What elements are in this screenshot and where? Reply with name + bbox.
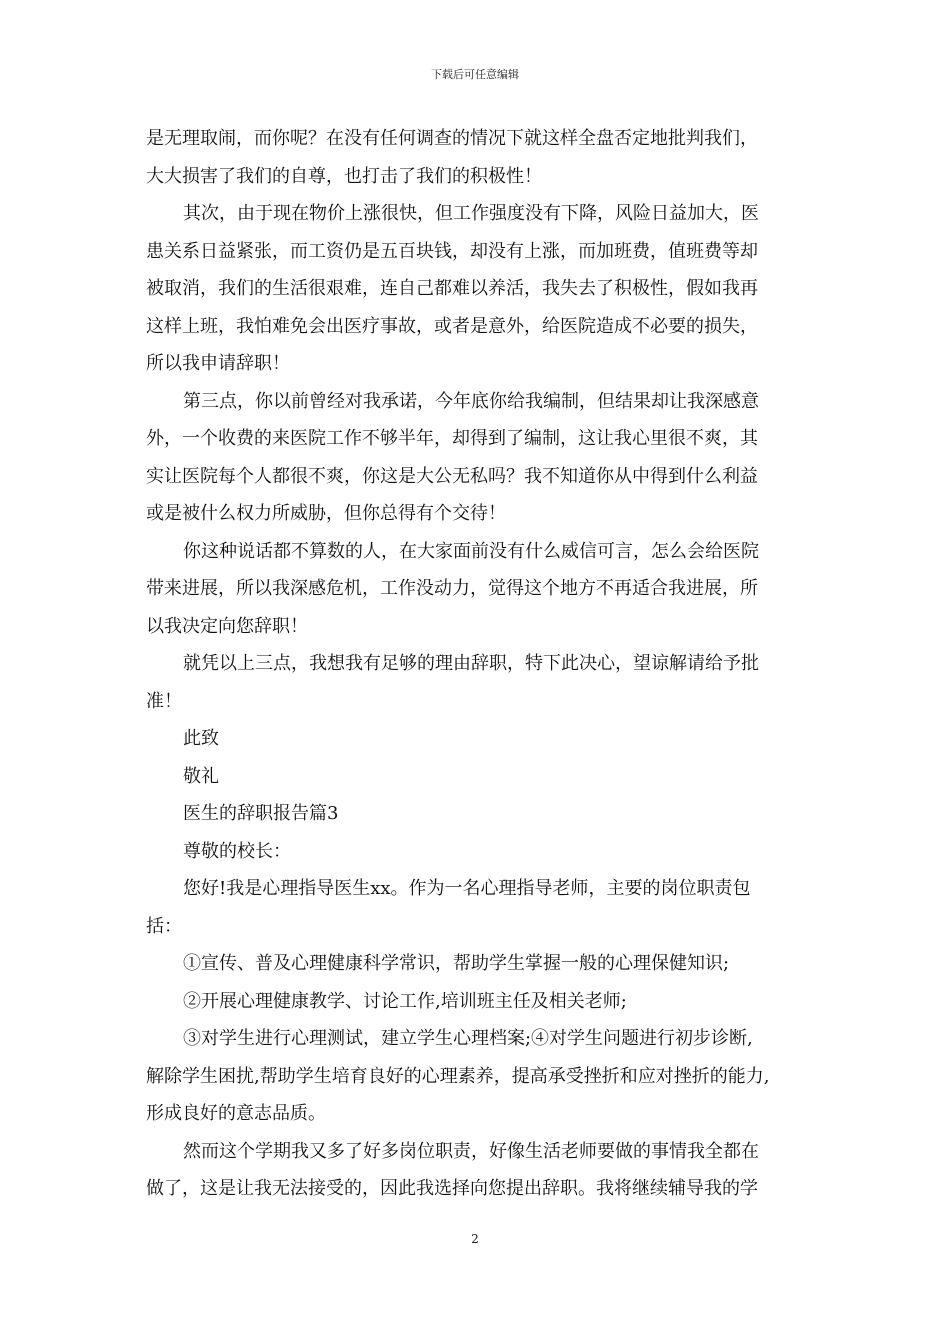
text-line: 您好!我是心理指导医生xx。作为一名心理指导老师，主要的岗位职责包 (183, 878, 751, 899)
text-line: 其次，由于现在物价上涨很快，但工作强度没有下降，风险日益加大，医 (183, 203, 759, 224)
text-line: 大大损害了我们的自尊，也打击了我们的积极性！ (146, 165, 542, 187)
text-line: 以我决定向您辞职！ (146, 615, 308, 637)
text-line: ②开展心理健康教学、讨论工作,培训班主任及相关老师; (183, 990, 627, 1012)
page-header: 下载后可任意编辑 (431, 68, 519, 81)
text-line: 医生的辞职报告篇3 (183, 803, 339, 824)
text-line: 被取消，我们的生活很艰难，连自己都难以养活，我失去了积极性，假如我再 (146, 278, 758, 299)
text-line: 患关系日益紧张，而工资仍是五百块钱，却没有上涨，而加班费，值班费等却 (146, 240, 758, 262)
document-body (146, 120, 812, 1208)
text-line: 括： (146, 915, 182, 937)
text-line: 第三点，你以前曾经对我承诺，今年底你给我编制，但结果却让我深感意 (183, 390, 759, 412)
text-line: ③对学生进行心理测试，建立学生心理档案;④对学生问题进行初步诊断, (183, 1028, 753, 1049)
text-line: 带来进展，所以我深感危机，工作没动力，觉得这个地方不再适合我进展，所 (146, 578, 758, 599)
page-number: 2 (471, 1232, 479, 1246)
text-line: 外，一个收费的来医院工作不够半年，却得到了编制，这让我心里很不爽，其 (146, 428, 758, 449)
text-line: 然而这个学期我又多了好多岗位职责，好像生活老师要做的事情我全都在 (183, 1140, 759, 1162)
text-line: 所以我申请辞职！ (146, 353, 290, 374)
text-line: 或是被什么权力所威胁，但你总得有个交待！ (146, 503, 506, 524)
text-line: 你这种说话都不算数的人，在大家面前没有什么威信可言，怎么会给医院 (183, 540, 759, 562)
text-line: ①宣传、普及心理健康科学常识，帮助学生掌握一般的心理保健知识; (183, 953, 730, 974)
text-line: 实让医院每个人都很不爽，你这是大公无私吗？我不知道你从中得到什么利益 (146, 465, 758, 487)
text-line: 准！ (146, 690, 182, 712)
text-line: 敬礼 (183, 765, 219, 787)
text-line: 此致 (183, 728, 219, 749)
text-line: 是无理取闹，而你呢？在没有任何调查的情况下就这样全盘否定地批判我们， (146, 128, 758, 149)
text-line: 这样上班，我怕难免会出医疗事故，或者是意外，给医院造成不必要的损失， (146, 315, 758, 337)
text-line: 就凭以上三点，我想我有足够的理由辞职，特下此决心，望谅解请给予批 (183, 653, 759, 674)
text-line: 尊敬的校长： (183, 840, 291, 862)
text-line: 解除学生困扰,帮助学生培育良好的心理素养，提高承受挫折和应对挫折的能力, (146, 1065, 770, 1087)
text-line: 形成良好的意志品质。 (146, 1103, 326, 1124)
text-line: 做了，这是让我无法接受的，因此我选择向您提出辞职。我将继续辅导我的学 (146, 1178, 758, 1199)
